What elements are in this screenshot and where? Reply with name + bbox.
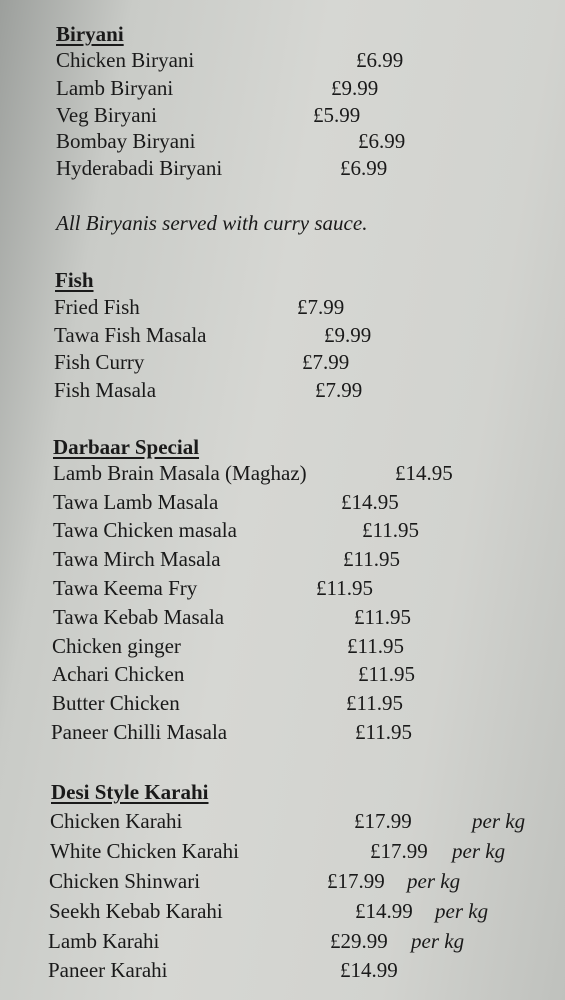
biryani-note: All Biryanis served with curry sauce. (56, 211, 368, 235)
item-name: Chicken Karahi (50, 809, 183, 833)
item-price: £14.99 (340, 958, 398, 982)
item-price: £29.99 (330, 929, 388, 953)
item-price: £6.99 (340, 156, 388, 180)
item-price: £11.95 (354, 605, 411, 629)
item-name: Chicken Shinwari (49, 869, 201, 893)
item-name: Tawa Kebab Masala (53, 605, 225, 629)
item-price: £11.95 (346, 691, 403, 715)
item-name: Bombay Biryani (56, 129, 196, 153)
item-name: Tawa Mirch Masala (53, 547, 221, 571)
item-name: Fish Curry (54, 350, 145, 374)
item-name: Lamb Karahi (48, 929, 160, 953)
item-price: £11.95 (358, 662, 415, 686)
item-name: Paneer Karahi (48, 958, 168, 982)
item-name: Veg Biryani (56, 103, 157, 127)
item-price: £11.95 (355, 720, 412, 744)
item-unit: per kg (452, 839, 506, 863)
item-name: Tawa Keema Fry (53, 576, 198, 600)
section-heading-biryani: Biryani (56, 22, 124, 46)
item-price: £9.99 (331, 76, 379, 100)
item-name: Lamb Biryani (56, 76, 174, 100)
item-price: £11.95 (347, 634, 404, 658)
item-name: Chicken Biryani (56, 48, 195, 72)
item-price: £5.99 (313, 103, 361, 127)
item-price: £14.95 (395, 461, 453, 485)
item-price: £7.99 (315, 378, 363, 402)
item-price: £11.95 (316, 576, 373, 600)
section-heading-darbaar-special: Darbaar Special (53, 435, 200, 459)
item-price: £17.99 (354, 809, 412, 833)
item-price: £11.95 (343, 547, 400, 571)
item-name: Tawa Chicken masala (53, 518, 237, 542)
item-unit: per kg (472, 809, 526, 833)
item-name: Butter Chicken (52, 691, 180, 715)
item-price: £11.95 (362, 518, 419, 542)
item-price: £17.99 (370, 839, 428, 863)
item-unit: per kg (411, 929, 465, 953)
item-price: £6.99 (358, 129, 406, 153)
item-name: Paneer Chilli Masala (51, 720, 228, 744)
item-name: Achari Chicken (52, 662, 185, 686)
section-heading-fish: Fish (55, 268, 94, 292)
item-price: £7.99 (297, 295, 345, 319)
item-name: Seekh Kebab Karahi (49, 899, 223, 923)
section-heading-desi-style-karahi: Desi Style Karahi (51, 780, 209, 804)
item-name: Chicken ginger (52, 634, 181, 658)
item-name: Hyderabadi Biryani (56, 156, 223, 180)
item-name: Tawa Lamb Masala (53, 490, 219, 514)
item-name: White Chicken Karahi (50, 839, 239, 863)
item-price: £9.99 (324, 323, 372, 347)
item-price: £17.99 (327, 869, 385, 893)
item-name: Tawa Fish Masala (54, 323, 207, 347)
item-price: £14.99 (355, 899, 413, 923)
item-name: Lamb Brain Masala (Maghaz) (53, 461, 307, 485)
item-price: £14.95 (341, 490, 399, 514)
item-price: £7.99 (302, 350, 350, 374)
item-price: £6.99 (356, 48, 404, 72)
item-unit: per kg (407, 869, 461, 893)
item-name: Fish Masala (54, 378, 157, 402)
item-unit: per kg (435, 899, 489, 923)
item-name: Fried Fish (54, 295, 140, 319)
